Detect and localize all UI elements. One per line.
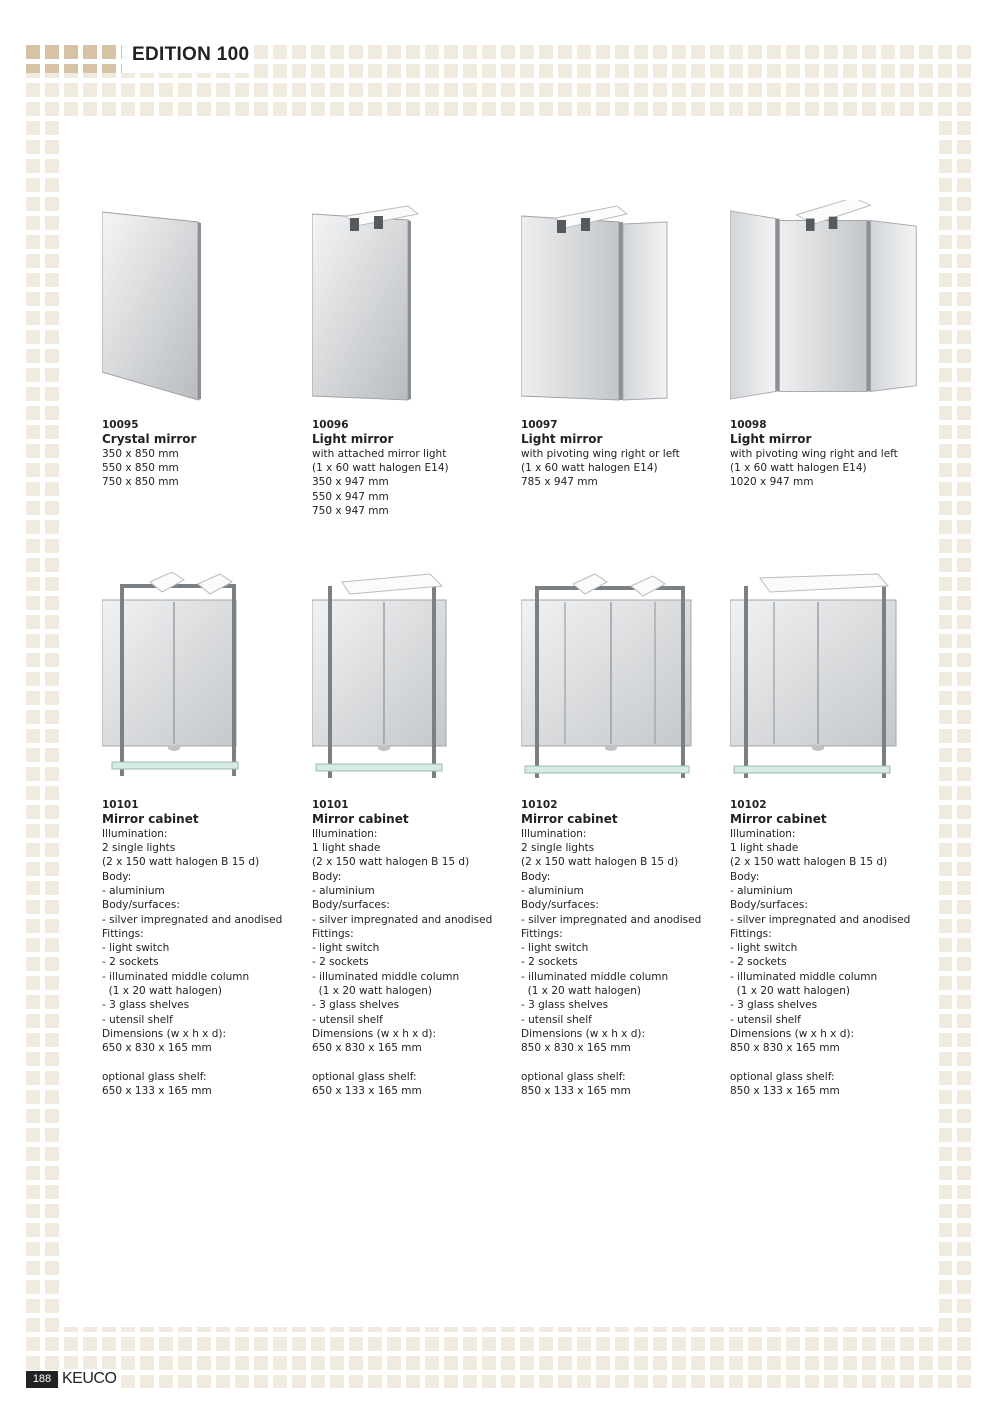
spec-line <box>521 1056 721 1070</box>
spec-line: 650 x 133 x 165 mm <box>312 1085 422 1098</box>
spec-line: 1 light shade <box>312 842 381 855</box>
spec-line: Illumination: <box>521 827 587 840</box>
spec-line: - light switch <box>521 942 589 955</box>
product-name: Mirror cabinet <box>102 812 199 827</box>
spec-line: - 2 sockets <box>521 956 578 969</box>
spec-line: (1 x 60 watt halogen E14) <box>730 462 867 475</box>
spec-line: Fittings: <box>312 927 354 940</box>
spec-line: 1 light shade <box>730 842 799 855</box>
spec-line: - utensil shelf <box>102 1013 173 1026</box>
spec-line: 650 x 830 x 165 mm <box>102 1042 212 1055</box>
light-mirror-wing-image <box>521 200 711 410</box>
spec-line: (2 x 150 watt halogen B 15 d) <box>312 856 470 869</box>
product-name: Mirror cabinet <box>312 812 409 827</box>
spec-line: with attached mirror light <box>312 447 447 460</box>
product-name: Light mirror <box>312 432 394 447</box>
spec-line: Illumination: <box>730 827 796 840</box>
spec-line: 850 x 133 x 165 mm <box>521 1085 631 1098</box>
spec-line: (1 x 20 watt halogen) <box>102 985 222 998</box>
product-name: Light mirror <box>730 432 812 447</box>
light-mirror-image <box>312 200 502 410</box>
spec-line: (2 x 150 watt halogen B 15 d) <box>730 856 888 869</box>
keuco-logo: KEUCO <box>62 1369 120 1389</box>
spec-line: with pivoting wing right and left <box>730 447 898 460</box>
crystal-mirror-image <box>102 200 292 410</box>
spec-line: - silver impregnated and anodised <box>102 913 283 926</box>
spec-line: 2 single lights <box>521 842 595 855</box>
spec-line: optional glass shelf: <box>521 1070 626 1083</box>
spec-line: Dimensions (w x h x d): <box>312 1027 437 1040</box>
spec-line: (1 x 60 watt halogen E14) <box>312 462 449 475</box>
spec-line: - aluminium <box>730 884 793 897</box>
spec-line: - utensil shelf <box>730 1013 801 1026</box>
spec-line: (1 x 20 watt halogen) <box>521 985 641 998</box>
spec-line: 350 x 947 mm <box>312 476 389 489</box>
spec-line: - light switch <box>730 942 798 955</box>
spec-line: Dimensions (w x h x d): <box>521 1027 646 1040</box>
spec-line: - aluminium <box>102 884 165 897</box>
spec-line: - aluminium <box>312 884 375 897</box>
spec-line: 750 x 850 mm <box>102 476 179 489</box>
product-name: Mirror cabinet <box>730 812 827 827</box>
mirror-cabinet-shade-image <box>312 572 502 782</box>
spec-line: - 3 glass shelves <box>312 999 400 1012</box>
spec-line: - 3 glass shelves <box>521 999 609 1012</box>
spec-line: - 3 glass shelves <box>730 999 818 1012</box>
spec-line: - light switch <box>312 942 380 955</box>
light-mirror-two-wings-image <box>730 200 920 410</box>
spec-line: - light switch <box>102 942 170 955</box>
spec-line: Dimensions (w x h x d): <box>102 1027 227 1040</box>
spec-line: (2 x 150 watt halogen B 15 d) <box>521 856 679 869</box>
product-name: Light mirror <box>521 432 603 447</box>
spec-line: Illumination: <box>312 827 378 840</box>
spec-line: 785 x 947 mm <box>521 476 598 489</box>
spec-line <box>102 1056 302 1070</box>
spec-line: (1 x 60 watt halogen E14) <box>521 462 658 475</box>
spec-line: with pivoting wing right or left <box>521 447 680 460</box>
spec-line: - illuminated middle column <box>102 970 250 983</box>
product-number: 10097 <box>521 419 558 431</box>
spec-line: Body: <box>730 870 760 883</box>
spec-line: - silver impregnated and anodised <box>312 913 493 926</box>
product-number: 10101 <box>102 799 139 811</box>
spec-line <box>312 1056 512 1070</box>
spec-line: Body: <box>521 870 551 883</box>
product-name: Mirror cabinet <box>521 812 618 827</box>
product-number: 10102 <box>521 799 558 811</box>
spec-line: 2 single lights <box>102 842 176 855</box>
spec-line: - 2 sockets <box>312 956 369 969</box>
spec-line: 850 x 830 x 165 mm <box>521 1042 631 1055</box>
spec-line: optional glass shelf: <box>102 1070 207 1083</box>
spec-line: - utensil shelf <box>312 1013 383 1026</box>
spec-line: (2 x 150 watt halogen B 15 d) <box>102 856 260 869</box>
spec-line: Body/surfaces: <box>102 899 180 912</box>
spec-line: - silver impregnated and anodised <box>730 913 911 926</box>
product-number: 10101 <box>312 799 349 811</box>
product-number: 10102 <box>730 799 767 811</box>
spec-line: Illumination: <box>102 827 168 840</box>
spec-line: (1 x 20 watt halogen) <box>312 985 432 998</box>
spec-line: Body/surfaces: <box>521 899 599 912</box>
spec-line: Dimensions (w x h x d): <box>730 1027 855 1040</box>
product-number: 10095 <box>102 419 139 431</box>
mirror-cabinet-wide-image <box>521 572 711 782</box>
spec-line: 750 x 947 mm <box>312 504 389 517</box>
page-number: 188 <box>26 1371 58 1388</box>
spec-line: - silver impregnated and anodised <box>521 913 702 926</box>
spec-line: - utensil shelf <box>521 1013 592 1026</box>
spec-line: Body/surfaces: <box>312 899 390 912</box>
header-accent-tiles <box>26 40 122 73</box>
spec-line: 850 x 133 x 165 mm <box>730 1085 840 1098</box>
spec-line: 1020 x 947 mm <box>730 476 814 489</box>
mirror-cabinet-image <box>102 572 292 782</box>
spec-line: 650 x 830 x 165 mm <box>312 1042 422 1055</box>
spec-line: - 2 sockets <box>730 956 787 969</box>
spec-line: - illuminated middle column <box>730 970 878 983</box>
spec-line: Fittings: <box>102 927 144 940</box>
spec-line: 550 x 947 mm <box>312 490 389 503</box>
spec-line <box>730 1056 930 1070</box>
spec-line: optional glass shelf: <box>312 1070 417 1083</box>
spec-line: 650 x 133 x 165 mm <box>102 1085 212 1098</box>
spec-line: Body: <box>102 870 132 883</box>
spec-line: Body: <box>312 870 342 883</box>
spec-line: - illuminated middle column <box>521 970 669 983</box>
spec-line: optional glass shelf: <box>730 1070 835 1083</box>
product-number: 10096 <box>312 419 349 431</box>
spec-line: - 2 sockets <box>102 956 159 969</box>
spec-line: 550 x 850 mm <box>102 462 179 475</box>
spec-line: - aluminium <box>521 884 584 897</box>
page-title: EDITION 100 <box>132 44 250 65</box>
spec-line: Body/surfaces: <box>730 899 808 912</box>
spec-line: - illuminated middle column <box>312 970 460 983</box>
spec-line: 350 x 850 mm <box>102 447 179 460</box>
spec-line: 850 x 830 x 165 mm <box>730 1042 840 1055</box>
spec-line: - 3 glass shelves <box>102 999 190 1012</box>
product-number: 10098 <box>730 419 767 431</box>
spec-line: (1 x 20 watt halogen) <box>730 985 850 998</box>
product-name: Crystal mirror <box>102 432 197 447</box>
spec-line: Fittings: <box>730 927 772 940</box>
mirror-cabinet-wide-shade-image <box>730 572 920 782</box>
spec-line: Fittings: <box>521 927 563 940</box>
